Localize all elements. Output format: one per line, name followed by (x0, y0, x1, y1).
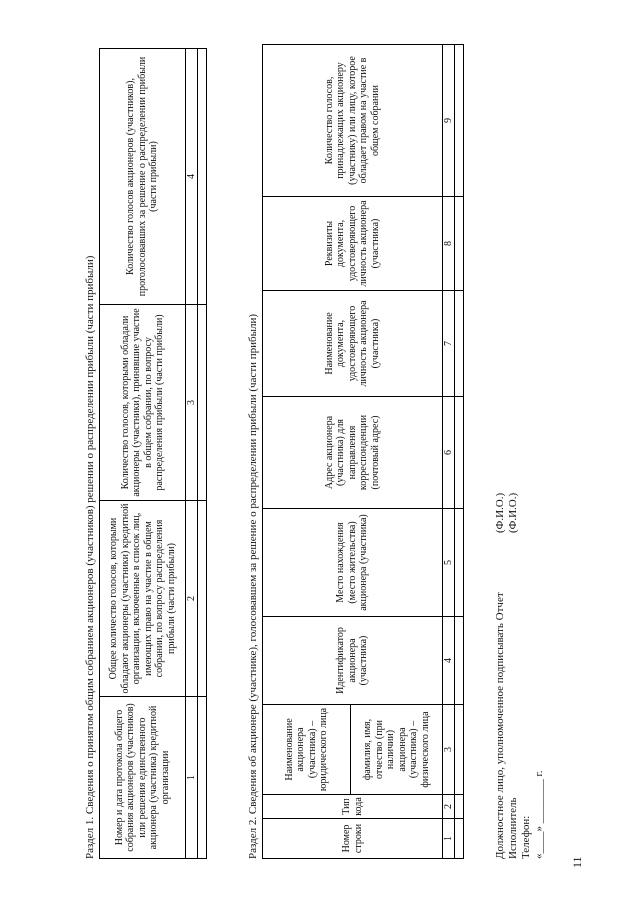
s2-empty-cell (455, 197, 464, 291)
section1-header-row (100, 49, 186, 859)
s1-header-protocol: Номер и дата протокола общего собрания акционеров (участников) или решения единственного акционера (участника) кредитной организации (100, 697, 186, 859)
s1-header-total-votes: Общее количество голосов, которыми обладают акционеры (участники) кредитной организации, включенные в список лиц, имеющих право на участие в общем собрании, по вопросу распределения прибыли (части прибыли) (100, 501, 186, 697)
s2-num-8: 8 (443, 197, 455, 291)
footer-fio-executor: (Ф.И.О.) (507, 492, 519, 533)
s2-empty-cell (455, 705, 464, 795)
section2-empty-row (455, 45, 464, 859)
s2-num-7: 7 (443, 291, 455, 397)
s2-num-4: 4 (443, 617, 455, 705)
section1-title: Раздел 1. Сведения о принятом общим собранием акционеров (участников) решении о распределении прибыли (части прибыли) (84, 255, 96, 859)
s2-num-1: 1 (443, 819, 455, 859)
s1-empty-cell (198, 305, 207, 501)
s2-num-6: 6 (443, 397, 455, 509)
s1-num-4: 4 (186, 49, 198, 305)
s2-empty-cell (455, 509, 464, 617)
s1-num-2: 2 (186, 501, 198, 697)
s2-num-3: 3 (443, 705, 455, 795)
section2-number-row (443, 45, 455, 859)
s2-header-person-name: фамилия, имя, отчество (при наличии) акционера (участника) – физического лица (351, 705, 443, 795)
s2-header-address: Адрес акционера (участника) для направления корреспонденции (почтовый адрес) (263, 397, 443, 509)
s1-num-1: 1 (186, 697, 198, 859)
s2-header-doc-details: Реквизиты документа, удостоверяющего личность акционера (участника) (263, 197, 443, 291)
section1-empty-row (198, 49, 207, 859)
footer-official: Должностное лицо, уполномоченное подписывать Отчет (494, 592, 506, 859)
s1-num-3: 3 (186, 305, 198, 501)
s2-header-votes: Количество голосов, принадлежащих акционеру (участнику) или лицу, которое обладает правом на участие в общем собрании (263, 45, 443, 197)
s2-num-9: 9 (443, 45, 455, 197)
s2-header-row-number: Номер строки (263, 819, 443, 859)
s2-header-location: Место нахождения (место жительства) акционера (участника) (263, 509, 443, 617)
s2-empty-cell (455, 397, 464, 509)
s2-empty-cell (455, 819, 464, 859)
footer-phone: Телефон: (520, 815, 532, 859)
s2-empty-cell (455, 291, 464, 397)
s1-header-participant-votes: Количество голосов, которыми обладали акционеры (участники), принявшие участие в общем собрании, по вопросу распределения прибыли (части прибыли) (100, 305, 186, 501)
s2-num-5: 5 (443, 509, 455, 617)
s2-header-code-type: Тип кода (263, 795, 443, 819)
footer-fio-official: (Ф.И.О.) (494, 492, 506, 533)
s2-empty-cell (455, 45, 464, 197)
s1-empty-cell (198, 697, 207, 859)
page-number: 11 (570, 856, 584, 868)
footer-date: «____» ________ г. (533, 770, 545, 859)
s2-header-legal-name: Наименование акционера (участника) – юридического лица (263, 705, 351, 795)
s2-num-2: 2 (443, 795, 455, 819)
s2-header-doc-name: Наименование документа, удостоверяющего личность акционера (участника) (263, 291, 443, 397)
s1-header-votes-for: Количество голосов акционеров (участников), проголосовавших за решение о распределении прибыли (части прибыли) (100, 49, 186, 305)
s2-header-identifier: Идентификатор акционера (участника) (263, 617, 443, 705)
s2-empty-cell (455, 795, 464, 819)
s1-empty-cell (198, 49, 207, 305)
footer-executor: Исполнитель (507, 797, 519, 859)
s2-empty-cell (455, 617, 464, 705)
section2-title: Раздел 2. Сведения об акционере (участнике), голосовавшем за решение о распределении прибыли (части прибыли) (247, 313, 259, 859)
section2-header-row-1 (263, 45, 351, 859)
section1-table (99, 48, 207, 859)
s1-empty-cell (198, 501, 207, 697)
section2-table (262, 44, 464, 859)
section1-number-row (186, 49, 198, 859)
